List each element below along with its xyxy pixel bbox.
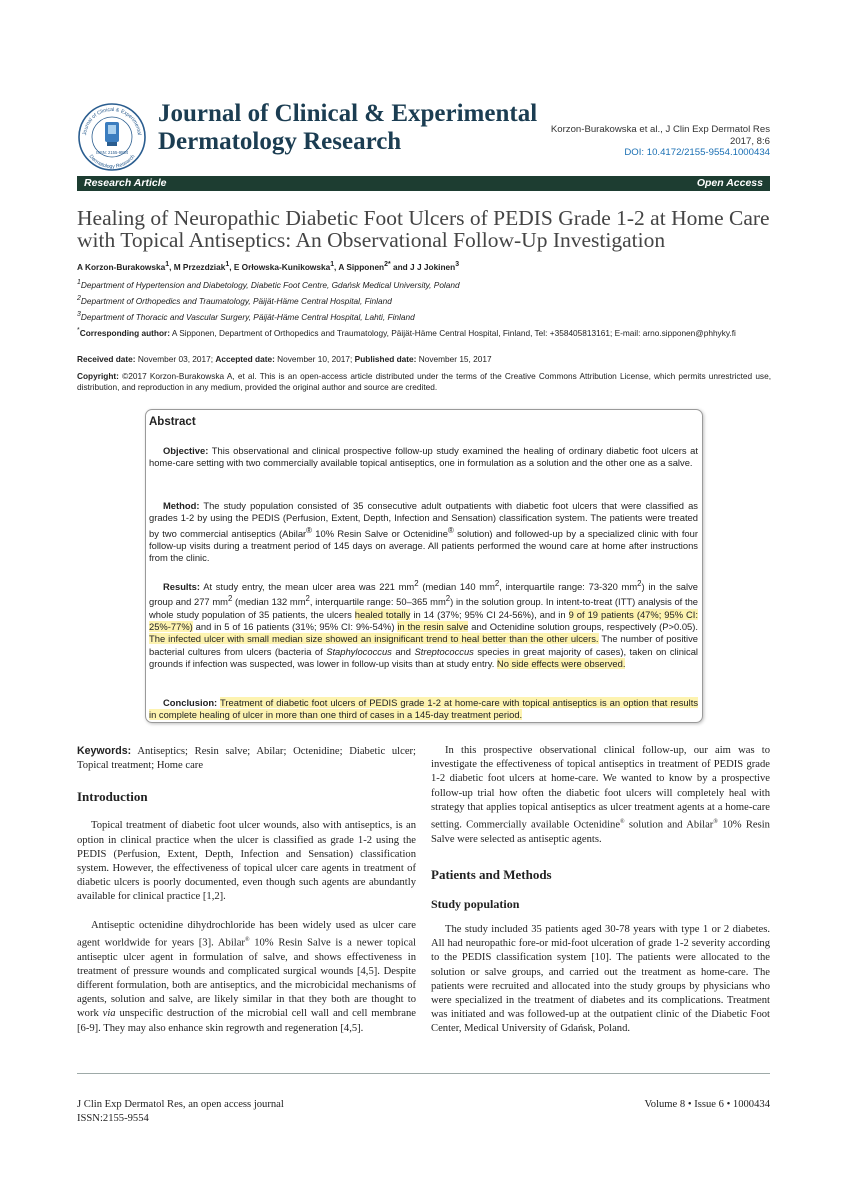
doi-link[interactable]: DOI: 10.4172/2155-9554.1000434 xyxy=(624,147,770,158)
footer-issn: ISSN:2155-9554 xyxy=(77,1113,149,1124)
published-date: November 15, 2017 xyxy=(416,354,492,364)
abstract-heading: Abstract xyxy=(149,416,196,428)
superscript: 2 xyxy=(637,579,642,588)
footer-divider xyxy=(77,1073,770,1074)
keywords xyxy=(77,744,416,773)
results-text: , interquartile range: 73-320 mm xyxy=(499,581,638,593)
introduction-paragraph xyxy=(77,919,416,1036)
author-sup: 1 xyxy=(330,261,335,268)
patients-methods-heading: Patients and Methods xyxy=(431,866,552,882)
affiliation-sup: 3 xyxy=(77,311,81,318)
paragraph-text: 10% Resin Salve is a newer topical antiseptic ulcer agent in formulation of salve, and shows effectiveness in treatment of pressure wounds and complicated surgical wounds [4,5]. Despite different formulation, both are antiseptics, and the microbicidal mechanisms of agents, solution and salve, are likely similar in that they both are thought to work xyxy=(77,937,416,1020)
citation-block xyxy=(551,124,770,159)
paragraph-text: solution and Abilar xyxy=(624,819,714,831)
highlight: in the resin salve xyxy=(397,621,469,633)
results-text: in 14 (37%; 95% CI 24-56%), and in xyxy=(410,608,569,620)
affiliation-3 xyxy=(77,309,771,323)
highlight: No side effects were observed. xyxy=(496,658,626,670)
paragraph-text: Antiseptic octenidine dihydrochloride has been widely used as ulcer care agent worldwide for years [3]. Abilar xyxy=(77,919,416,949)
italic-term: via xyxy=(102,1008,116,1020)
author-separator: , xyxy=(229,261,234,272)
author-list xyxy=(77,259,771,273)
right-column xyxy=(431,744,770,1037)
method-text: 10% Resin Salve or Octenidine xyxy=(311,527,448,539)
method-text: solution) and followed-up by a specialized clinic with four follow-up visits during a treatment period of 145 days on average. All patients performed the wound care at home after instructions from the clinic. xyxy=(149,527,698,564)
author-separator: , xyxy=(169,261,174,272)
study-population-heading: Study population xyxy=(431,896,520,911)
superscript: 2 xyxy=(445,594,451,604)
results-text: and xyxy=(391,645,415,657)
received-label: Received date: xyxy=(77,354,136,364)
author-name: A Sipponen xyxy=(338,261,385,272)
results-text: and Octenidine solution groups, respectively (P>0.05). xyxy=(468,621,698,633)
paragraph-text: 10% Resin Salve were selected as antiseptic agents. xyxy=(431,819,770,845)
corresponding-label: Corresponding author: xyxy=(79,327,171,338)
results-text: , interquartile range: 50–365 mm xyxy=(309,596,446,608)
abstract-conclusion xyxy=(149,697,698,722)
corresponding-author xyxy=(77,325,771,339)
highlight: Treatment of diabetic foot ulcers of PEDIS grade 1-2 at home-care with topical antiseptics is an option that results in complete healing of ulcer in more than one third of cases in a 145-day treatment period. xyxy=(149,697,699,721)
article-type-label: Research Article xyxy=(84,177,167,189)
results-text: The number of positive bacterial cultures from ulcers (bacteria of xyxy=(149,633,698,657)
keywords-label: Keywords: xyxy=(77,745,132,757)
registered-mark: ® xyxy=(713,819,718,826)
registered-mark: ® xyxy=(447,525,454,535)
highlight: The infected ulcer with small median size showed an insignificant trend to heal better than the other ulcers. xyxy=(149,633,599,645)
article-title: Healing of Neuropathic Diabetic Foot Ulcers of PEDIS Grade 1-2 at Home Care with Topical Antiseptics: An Observational Follow-Up Investigation xyxy=(77,206,770,252)
footer-left xyxy=(77,1098,284,1126)
results-text: species in great majority of cases), taken on clinical grounds if infection was suspected, was lower in follow-up visits than at study entry. xyxy=(149,645,698,670)
corresponding-sup: * xyxy=(77,327,80,334)
results-text: ) in the salve group and 277 mm xyxy=(149,581,699,608)
journal-title xyxy=(158,100,537,156)
footer-journal: J Clin Exp Dermatol Res, an open access journal xyxy=(77,1099,284,1110)
keywords-text: Antiseptics; Resin salve; Abilar; Octenidine; Diabetic ulcer; Topical treatment; Home care xyxy=(77,746,416,772)
italic-term: Streptococcus xyxy=(414,645,474,657)
introduction-paragraph: Topical treatment of diabetic foot ulcer wounds, also with antiseptics, is an option in clinical practice when the ulcer is classified as grade 1-2 using the PEDIS (Perfusion, Extent, Depth, Infection and Sensation) classification system. However, the effectiveness of topical ulcer care agents in treatment of diabetic ulcers is poorly documented, even though such agents are abundantly available for clinical practice [1,2]. xyxy=(77,820,416,903)
abstract-box xyxy=(145,409,703,723)
accepted-date: November 10, 2017; xyxy=(274,354,355,364)
author-sup: 3 xyxy=(455,261,460,268)
logo-text-bottom: Dermatology Research xyxy=(87,153,137,171)
affiliation-sup: 1 xyxy=(77,279,81,286)
author-sup: 1 xyxy=(165,261,170,268)
study-population-paragraph: The study included 35 patients aged 30-78 years with type 1 or 2 diabetes. All had neuropathic fore-or mid-foot ulceration of grade 1-2 severity according to the PEDIS classification system [10]. The patients were allocated to the solution or salve groups, and carried out the treatment as home-care. The patients were recruited and allocated into the study groups by physicians who were specialized in the treatment of diabetes and its complications. Treatment was initiated and was followed-up at the outpatient clinic of the Diabetic Foot Center, Medical University of Gdańsk, Poland. xyxy=(431,923,770,1035)
copyright-label: Copyright: xyxy=(77,371,119,381)
superscript: 2 xyxy=(414,579,419,588)
conclusion-label: Conclusion: xyxy=(163,697,218,708)
received-date: November 03, 2017; xyxy=(135,354,216,364)
author-separator: , xyxy=(334,261,339,272)
author-sup: 2* xyxy=(384,261,391,268)
footer-volume: Volume 8 • Issue 6 • 1000434 xyxy=(644,1099,770,1110)
citation-line1: Korzon-Burakowska et al., J Clin Exp Dermatol Res xyxy=(550,124,770,135)
method-label: Method: xyxy=(163,500,200,511)
journal-logo xyxy=(77,102,147,172)
accepted-label: Accepted date: xyxy=(215,354,275,364)
article-dates xyxy=(77,354,771,365)
journal-title-line2: Dermatology Research xyxy=(158,128,402,155)
results-text: and in 5 of 16 patients (31%; 95% CI: 9%-54%) xyxy=(192,621,398,633)
abstract-results xyxy=(149,578,698,670)
registered-mark: ® xyxy=(306,525,312,535)
results-text: (median 132 mm xyxy=(232,596,306,608)
results-label: Results: xyxy=(163,581,200,593)
results-text: At study entry, the mean ulcer area was 221 mm xyxy=(200,581,415,593)
introduction-heading: Introduction xyxy=(77,789,148,805)
affiliation-text: Department of Orthopedics and Traumatology, Päijät-Häme Central Hospital, Finland xyxy=(80,295,392,306)
superscript: 2 xyxy=(305,594,310,604)
citation-line2: 2017, 8:6 xyxy=(729,135,770,147)
highlight: healed totally xyxy=(354,608,411,620)
corresponding-text: A Sipponen, Department of Orthopedics and Traumatology, Päijät-Häme Central Hospital, Finland, Tel: +358405813161; E-mail: arno.sipponen@phhyky.fi xyxy=(170,327,736,338)
affiliation-1 xyxy=(77,277,771,291)
author-name: A Korzon-Burakowska xyxy=(77,261,166,272)
open-access-label: Open Access xyxy=(696,177,763,189)
results-text: ) in the solution group. In intent-to-treat (ITT) analysis of the whole study population of 35 patients, the ulcers xyxy=(149,596,698,620)
affiliation-sup: 2 xyxy=(77,295,81,302)
superscript: 2 xyxy=(494,579,500,588)
paragraph-text: unspecific destruction of the microbial cell wall and cell membrane [6-9]. They may also enhance skin regrowth and regeneration [4,5]. xyxy=(77,1008,417,1034)
results-text: (median 140 mm xyxy=(418,581,495,593)
affiliation-2 xyxy=(77,293,771,307)
objective-label: Objective: xyxy=(163,445,209,456)
left-column xyxy=(77,744,416,1036)
copyright-notice xyxy=(77,371,771,393)
abstract-objective xyxy=(149,445,698,470)
paragraph-text: In this prospective observational clinical follow-up, our aim was to investigate the effectiveness of topical antiseptics in treatment of PEDIS grade 1-2 diabetic foot ulcers at home-care. We wanted to know by a prospective follow-up trial how often the diabetic foot ulcers will completely heal with strategy that applies topical antiseptics as ulcer treatment agents at a home-care setting. Commercially available Octenidine xyxy=(431,745,770,831)
author-name: M Przezdziak xyxy=(173,261,226,272)
logo-issn: ISSN: 2155-9554 xyxy=(95,150,129,155)
author-separator: and xyxy=(390,261,411,272)
registered-mark: ® xyxy=(620,819,625,826)
author-name: E Orłowska-Kunikowska xyxy=(233,261,331,272)
logo-text-top: Journal of Clinical & Experimental xyxy=(82,106,142,136)
registered-mark: ® xyxy=(244,936,250,943)
aim-paragraph xyxy=(431,744,770,847)
published-label: Published date: xyxy=(354,354,417,364)
article-type-bar xyxy=(77,176,770,191)
abstract-method xyxy=(149,500,698,565)
affiliation-text: Department of Hypertension and Diabetology, Diabetic Foot Centre, Gdańsk Medical University, Poland xyxy=(80,279,460,290)
author-name: J J Jokinen xyxy=(410,261,456,272)
objective-text: This observational and clinical prospective follow-up study examined the healing of ordinary diabetic foot ulcers at home-care setting with two commercially available topical antiseptics, one in formulation as a solution and the other one as a salve. xyxy=(149,445,698,469)
journal-title-line1: Journal of Clinical & Experimental xyxy=(158,100,538,127)
italic-term: Staphylococcus xyxy=(326,645,392,657)
highlight: 9 of 19 patients (47%; 95% CI: 25%-77%) xyxy=(149,608,699,633)
copyright-text: ©2017 Korzon-Burakowska A, et al. This is an open-access article distributed under the terms of the Creative Commons Attribution License, which permits unrestricted use, distribution, and reproduction in any medium, provided the original author and source are credited. xyxy=(77,371,771,392)
superscript: 2 xyxy=(227,594,233,604)
method-text: The study population consisted of 35 consecutive adult outpatients with diabetic foot ulcers that were classified as grades 1-2 by using the PEDIS (Perfusion, Extent, Depth, Infection and Sensation) classification system. The patients were treated by two commercial antiseptics (Abilar xyxy=(149,500,698,539)
affiliation-text: Department of Thoracic and Vascular Surgery, Päijät-Häme Central Hospital, Lahti, Finland xyxy=(80,311,415,322)
author-sup: 1 xyxy=(225,261,230,268)
